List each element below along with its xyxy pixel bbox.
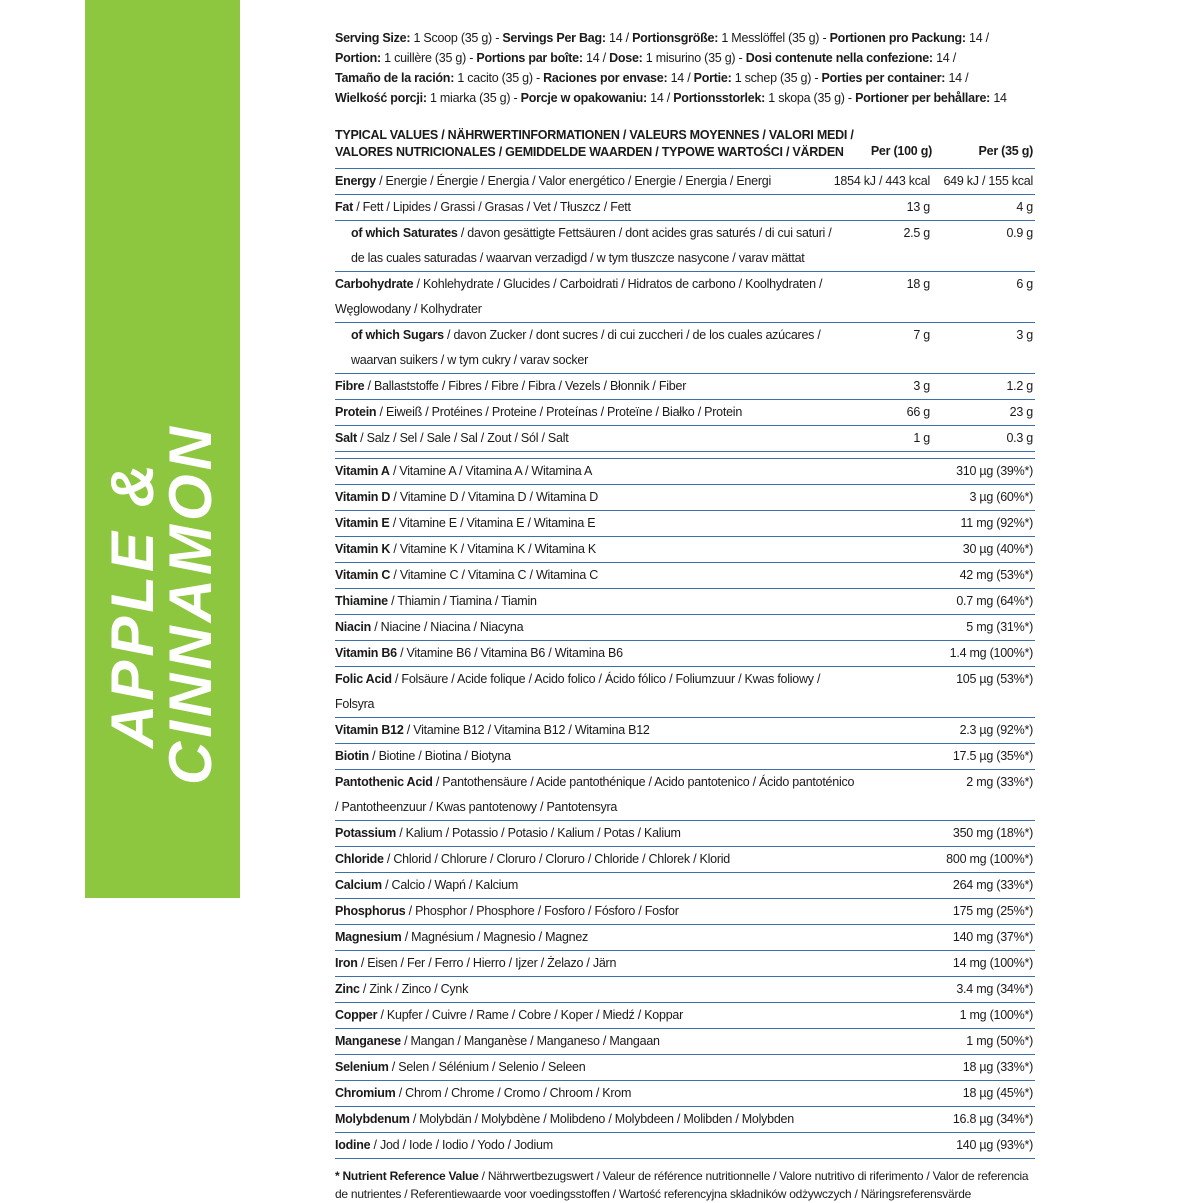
micronutrient-row xyxy=(335,770,1035,821)
micronutrient-name: Iron xyxy=(335,956,358,970)
serving-value: 1 skopa (35 g) - xyxy=(765,91,856,105)
micronutrient-row xyxy=(335,744,1035,770)
micronutrient-label xyxy=(335,718,1035,743)
micronutrient-label xyxy=(335,563,1035,588)
micronutrient-label xyxy=(335,951,1035,976)
value-per-35g: 0.9 g xyxy=(1006,226,1033,240)
micronutrient-label xyxy=(335,589,1035,614)
value-per-35g: 310 µg (39%*) xyxy=(956,464,1033,478)
footnote-text: / Nährwertbezugswert / Valeur de référence nutritionnelle / Valore nutritivo di riferimento / Valor de referencia de nutrientes / Referentiewaarde voor voedingsstoffen / Wartość referencyjna składników odżywczych / Näringsreferensvärde xyxy=(335,1169,1029,1201)
serving-value: 14 / xyxy=(667,71,694,85)
nutrient-label xyxy=(335,374,1035,399)
micronutrient-translations: / Kalium / Potassio / Potasio / Kalium / Potas / Kalium xyxy=(395,826,681,840)
micronutrient-label xyxy=(335,770,1035,820)
nutrient-translations: / davon gesättigte Fettsäuren / dont acides gras saturés / di cui saturi / de las cuales saturadas / waarvan verzadigd / w tym tłuszcze nasycone / varav mättat xyxy=(351,226,832,265)
value-per-100g: 13 g xyxy=(906,200,930,214)
serving-value: 1 Messlöffel (35 g) - xyxy=(718,31,830,45)
serving-value: 14 / xyxy=(605,31,633,45)
micronutrient-name: Potassium xyxy=(335,826,396,840)
nutrient-name: of which Sugars xyxy=(351,328,444,342)
serving-label: Portionsstorlek: xyxy=(673,91,766,105)
serving-label: Raciones por envase: xyxy=(543,71,668,85)
value-per-35g: 649 kJ / 155 kcal xyxy=(943,174,1033,188)
micronutrient-name: Pantothenic Acid xyxy=(335,775,433,789)
micronutrient-row xyxy=(335,589,1035,615)
micronutrient-label xyxy=(335,821,1035,846)
serving-label: Serving Size: xyxy=(335,31,411,45)
heading-line2: VALORES NUTRICIONALES / GEMIDDELDE WAARDEN / TYPOWE WARTOŚCI / VÄRDEN xyxy=(335,145,844,159)
micronutrient-row xyxy=(335,821,1035,847)
micronutrient-name: Copper xyxy=(335,1008,378,1022)
nutrient-translations: / Fett / Lipides / Grassi / Grasas / Vet / Tłuszcz / Fett xyxy=(353,200,631,214)
value-per-35g: 3.4 mg (34%*) xyxy=(956,982,1033,996)
nutrient-row xyxy=(335,195,1035,221)
micronutrient-label xyxy=(335,1081,1035,1106)
value-per-100g: 3 g xyxy=(913,379,930,393)
micronutrient-label xyxy=(335,641,1035,666)
value-per-35g: 18 µg (33%*) xyxy=(962,1060,1033,1074)
micronutrient-translations: / Folsäure / Acide folique / Acido folico / Ácido fólico / Foliumzuur / Kwas foliowy / Folsyra xyxy=(335,672,821,711)
nutrient-translations: / Salz / Sel / Sale / Sal / Zout / Sól / Salt xyxy=(356,431,569,445)
value-per-35g: 14 mg (100%*) xyxy=(952,956,1033,970)
micronutrient-translations: / Vitamine C / Vitamina C / Witamina C xyxy=(390,568,599,582)
micronutrient-label xyxy=(335,537,1035,562)
micronutrient-label xyxy=(335,744,1035,769)
value-per-35g: 140 mg (37%*) xyxy=(952,930,1033,944)
micronutrient-translations: / Vitamine B12 / Vitamina B12 / Witamina B12 xyxy=(403,723,650,737)
micronutrient-name: Vitamin D xyxy=(335,490,391,504)
micronutrient-row xyxy=(335,1055,1035,1081)
value-per-100g: 66 g xyxy=(906,405,930,419)
nutrient-label xyxy=(335,221,1035,271)
micronutrient-translations: / Chlorid / Chlorure / Cloruro / Cloruro / Chloride / Chlorek / Klorid xyxy=(383,852,730,866)
value-per-100g: 1 g xyxy=(913,431,930,445)
value-per-35g: 1 mg (100%*) xyxy=(959,1008,1033,1022)
micronutrient-translations: / Biotine / Biotina / Biotyna xyxy=(368,749,511,763)
value-per-100g: 1854 kJ / 443 kcal xyxy=(833,174,930,188)
micronutrient-translations: / Vitamine B6 / Vitamina B6 / Witamina B6 xyxy=(396,646,623,660)
nutrient-label xyxy=(335,272,1035,322)
micronutrient-row xyxy=(335,1003,1035,1029)
micronutrient-name: Thiamine xyxy=(335,594,388,608)
micronutrient-translations: / Molybdän / Molybdène / Molibdeno / Molybdeen / Molibden / Molybden xyxy=(409,1112,794,1126)
value-per-35g: 30 µg (40%*) xyxy=(962,542,1033,556)
nutrient-name: Fibre xyxy=(335,379,365,393)
typical-values-heading xyxy=(335,127,854,161)
micronutrient-row xyxy=(335,641,1035,667)
micronutrient-row xyxy=(335,537,1035,563)
value-per-35g: 105 µg (53%*) xyxy=(956,672,1033,686)
serving-value: 14 / xyxy=(582,51,610,65)
micronutrient-row xyxy=(335,511,1035,537)
micronutrient-row xyxy=(335,1133,1035,1159)
micronutrient-label xyxy=(335,615,1035,640)
value-per-35g: 0.7 mg (64%*) xyxy=(956,594,1033,608)
serving-value: 1 schep (35 g) - xyxy=(731,71,822,85)
nutrient-name: Salt xyxy=(335,431,357,445)
serving-value: 14 / xyxy=(646,91,674,105)
value-per-35g: 18 µg (45%*) xyxy=(962,1086,1033,1100)
serving-label: Portie: xyxy=(693,71,732,85)
nutrient-name: Energy xyxy=(335,174,376,188)
nutrient-label xyxy=(335,400,1035,425)
micronutrient-translations: / Chrom / Chrome / Cromo / Chroom / Krom xyxy=(395,1086,632,1100)
macronutrient-table xyxy=(335,169,1035,452)
micronutrient-label xyxy=(335,485,1035,510)
micronutrient-label xyxy=(335,873,1035,898)
serving-value: 14 xyxy=(990,91,1007,105)
nutrient-label xyxy=(335,426,1035,451)
nutrient-label xyxy=(335,169,1035,194)
micronutrient-translations: / Niacine / Niacina / Niacyna xyxy=(371,620,524,634)
nutrient-row xyxy=(335,400,1035,426)
serving-label: Wielkość porcji: xyxy=(335,91,427,105)
micronutrient-row xyxy=(335,951,1035,977)
value-per-35g: 800 mg (100%*) xyxy=(946,852,1033,866)
nutrient-translations: / Energie / Énergie / Energia / Valor energético / Energie / Energia / Energi xyxy=(375,174,771,188)
micronutrient-translations: / Zink / Zinco / Cynk xyxy=(359,982,469,996)
micronutrient-name: Folic Acid xyxy=(335,672,392,686)
serving-value: 1 cacito (35 g) - xyxy=(454,71,544,85)
per-35g-heading: Per (35 g) xyxy=(978,144,1033,158)
value-per-100g: 7 g xyxy=(913,328,930,342)
value-per-100g: 2.5 g xyxy=(903,226,930,240)
nutrient-name: Fat xyxy=(335,200,353,214)
nutrient-row xyxy=(335,272,1035,323)
serving-label: Portioner per behållare: xyxy=(855,91,991,105)
nutrient-row xyxy=(335,374,1035,400)
nutrient-translations: / davon Zucker / dont sucres / di cui zuccheri / de los cuales azúcares / waarvan suikers / w tym cukry / varav socker xyxy=(351,328,821,367)
value-per-35g: 1.4 mg (100%*) xyxy=(949,646,1033,660)
serving-label: Portion: xyxy=(335,51,381,65)
micronutrient-label xyxy=(335,1133,1035,1158)
value-per-35g: 140 µg (93%*) xyxy=(956,1138,1033,1152)
micronutrient-table xyxy=(335,459,1035,1159)
value-per-35g: 2 mg (33%*) xyxy=(966,775,1033,789)
serving-label: Portionsgröße: xyxy=(632,31,719,45)
micronutrient-name: Phosphorus xyxy=(335,904,406,918)
micronutrient-translations: / Vitamine D / Vitamina D / Witamina D xyxy=(390,490,599,504)
nutrient-name: Carbohydrate xyxy=(335,277,414,291)
nutrition-panel xyxy=(335,28,1035,1203)
micronutrient-row xyxy=(335,563,1035,589)
section-divider xyxy=(335,451,1035,459)
value-per-35g: 350 mg (18%*) xyxy=(952,826,1033,840)
value-per-35g: 3 µg (60%*) xyxy=(969,490,1033,504)
micronutrient-translations: / Kupfer / Cuivre / Rame / Cobre / Koper / Miedź / Koppar xyxy=(377,1008,684,1022)
micronutrient-row xyxy=(335,459,1035,485)
value-per-35g: 264 mg (33%*) xyxy=(952,878,1033,892)
micronutrient-translations: / Vitamine A / Vitamina A / Witamina A xyxy=(389,464,593,478)
micronutrient-label xyxy=(335,459,1035,484)
nutrient-label xyxy=(335,195,1035,220)
serving-info xyxy=(335,28,1035,108)
flavor-title xyxy=(99,423,224,785)
micronutrient-translations: / Pantothensäure / Acide pantothénique / Acido pantotenico / Ácido pantoténico / Pantotheenzuur / Kwas pantotenowy / Pantotensyra xyxy=(335,775,855,814)
micronutrient-translations: / Magnésium / Magnesio / Magnez xyxy=(401,930,589,944)
micronutrient-name: Biotin xyxy=(335,749,369,763)
value-per-35g: 2.3 µg (92%*) xyxy=(959,723,1033,737)
micronutrient-label xyxy=(335,925,1035,950)
micronutrient-name: Vitamin K xyxy=(335,542,391,556)
micronutrient-row xyxy=(335,667,1035,718)
flavor-title-line2: CINNAMON xyxy=(157,423,224,785)
micronutrient-label xyxy=(335,667,1035,717)
nutrient-translations: / Kohlehydrate / Glucides / Carboidrati / Hidratos de carbono / Koolhydraten / Węglowodany / Kolhydrater xyxy=(335,277,823,316)
micronutrient-name: Calcium xyxy=(335,878,382,892)
micronutrient-name: Zinc xyxy=(335,982,360,996)
value-per-35g: 23 g xyxy=(1009,405,1033,419)
value-per-35g: 17.5 µg (35%*) xyxy=(952,749,1033,763)
micronutrient-name: Magnesium xyxy=(335,930,402,944)
nutrient-translations: / Eiweiß / Protéines / Proteine / Proteínas / Proteïne / Białko / Protein xyxy=(376,405,743,419)
footnote xyxy=(335,1167,1035,1203)
nutrient-row xyxy=(335,323,1035,374)
heading-line1: TYPICAL VALUES / NÄHRWERTINFORMATIONEN / VALEURS MOYENNES / VALORI MEDI / xyxy=(335,128,854,142)
micronutrient-row xyxy=(335,847,1035,873)
serving-value: 14 / xyxy=(932,51,956,65)
nutrient-name: of which Saturates xyxy=(351,226,458,240)
micronutrient-row xyxy=(335,485,1035,511)
micronutrient-label xyxy=(335,511,1035,536)
micronutrient-name: Vitamin C xyxy=(335,568,391,582)
serving-label: Servings Per Bag: xyxy=(502,31,606,45)
nutrient-name: Protein xyxy=(335,405,377,419)
serving-value: 14 / xyxy=(965,31,989,45)
value-per-35g: 5 mg (31%*) xyxy=(966,620,1033,634)
value-per-35g: 42 mg (53%*) xyxy=(959,568,1033,582)
micronutrient-row xyxy=(335,615,1035,641)
micronutrient-label xyxy=(335,1107,1035,1132)
value-per-35g: 16.8 µg (34%*) xyxy=(952,1112,1033,1126)
micronutrient-row xyxy=(335,925,1035,951)
micronutrient-name: Niacin xyxy=(335,620,372,634)
nutrient-row xyxy=(335,221,1035,272)
serving-label: Tamaño de la ración: xyxy=(335,71,455,85)
micronutrient-label xyxy=(335,847,1035,872)
serving-line xyxy=(335,68,1035,88)
value-per-35g: 1.2 g xyxy=(1006,379,1033,393)
micronutrient-name: Chromium xyxy=(335,1086,396,1100)
serving-value: 14 / xyxy=(945,71,969,85)
micronutrient-label xyxy=(335,1003,1035,1028)
micronutrient-translations: / Thiamin / Tiamina / Tiamin xyxy=(387,594,537,608)
serving-value: 1 Scoop (35 g) - xyxy=(410,31,503,45)
micronutrient-row xyxy=(335,1081,1035,1107)
micronutrient-row xyxy=(335,977,1035,1003)
micronutrient-row xyxy=(335,1107,1035,1133)
micronutrient-label xyxy=(335,899,1035,924)
table-header xyxy=(335,122,1035,169)
value-per-35g: 4 g xyxy=(1016,200,1033,214)
nutrient-row xyxy=(335,426,1035,452)
micronutrient-name: Vitamin E xyxy=(335,516,390,530)
micronutrient-name: Vitamin B12 xyxy=(335,723,404,737)
micronutrient-translations: / Vitamine E / Vitamina E / Witamina E xyxy=(389,516,596,530)
flavor-title-line1: APPLE & xyxy=(99,459,166,749)
micronutrient-row xyxy=(335,718,1035,744)
value-per-100g: 18 g xyxy=(906,277,930,291)
value-per-35g: 0.3 g xyxy=(1006,431,1033,445)
serving-label: Dosi contenute nella confezione: xyxy=(745,51,933,65)
micronutrient-name: Manganese xyxy=(335,1034,401,1048)
micronutrient-label xyxy=(335,977,1035,1002)
micronutrient-name: Chloride xyxy=(335,852,384,866)
micronutrient-name: Selenium xyxy=(335,1060,389,1074)
serving-line xyxy=(335,28,1035,48)
serving-line xyxy=(335,88,1035,108)
per-100g-heading: Per (100 g) xyxy=(870,144,932,158)
serving-value: 1 cuillère (35 g) - xyxy=(380,51,477,65)
serving-line xyxy=(335,48,1035,68)
nutrient-label xyxy=(335,323,1035,373)
nutrient-translations: / Ballaststoffe / Fibres / Fibre / Fibra / Vezels / Błonnik / Fiber xyxy=(364,379,687,393)
micronutrient-translations: / Phosphor / Phosphore / Fosforo / Fósforo / Fosfor xyxy=(405,904,679,918)
value-per-35g: 6 g xyxy=(1016,277,1033,291)
micronutrient-row xyxy=(335,899,1035,925)
value-per-35g: 3 g xyxy=(1016,328,1033,342)
serving-label: Porcje w opakowaniu: xyxy=(520,91,647,105)
micronutrient-translations: / Eisen / Fer / Ferro / Hierro / Ijzer / Żelazo / Järn xyxy=(357,956,617,970)
footnote-bold: * Nutrient Reference Value xyxy=(335,1169,479,1183)
serving-value: 1 miarka (35 g) - xyxy=(426,91,521,105)
micronutrient-translations: / Mangan / Manganèse / Manganeso / Mangaan xyxy=(400,1034,660,1048)
value-per-35g: 11 mg (92%*) xyxy=(960,516,1033,530)
micronutrient-translations: / Calcio / Wapń / Kalcium xyxy=(381,878,519,892)
micronutrient-row xyxy=(335,1029,1035,1055)
serving-label: Porties per container: xyxy=(821,71,946,85)
micronutrient-row xyxy=(335,873,1035,899)
micronutrient-translations: / Vitamine K / Vitamina K / Witamina K xyxy=(390,542,597,556)
serving-label: Portionen pro Packung: xyxy=(829,31,966,45)
micronutrient-name: Vitamin B6 xyxy=(335,646,397,660)
micronutrient-translations: / Selen / Sélénium / Selenio / Seleen xyxy=(388,1060,586,1074)
micronutrient-translations: / Jod / Iode / Iodio / Yodo / Jodium xyxy=(370,1138,553,1152)
value-per-35g: 1 mg (50%*) xyxy=(966,1034,1033,1048)
serving-label: Dose: xyxy=(609,51,643,65)
micronutrient-name: Vitamin A xyxy=(335,464,390,478)
serving-label: Portions par boîte: xyxy=(476,51,583,65)
serving-value: 1 misurino (35 g) - xyxy=(642,51,746,65)
value-per-35g: 175 mg (25%*) xyxy=(952,904,1033,918)
micronutrient-label xyxy=(335,1055,1035,1080)
micronutrient-name: Molybdenum xyxy=(335,1112,410,1126)
micronutrient-label xyxy=(335,1029,1035,1054)
nutrient-row xyxy=(335,169,1035,195)
micronutrient-name: Iodine xyxy=(335,1138,371,1152)
